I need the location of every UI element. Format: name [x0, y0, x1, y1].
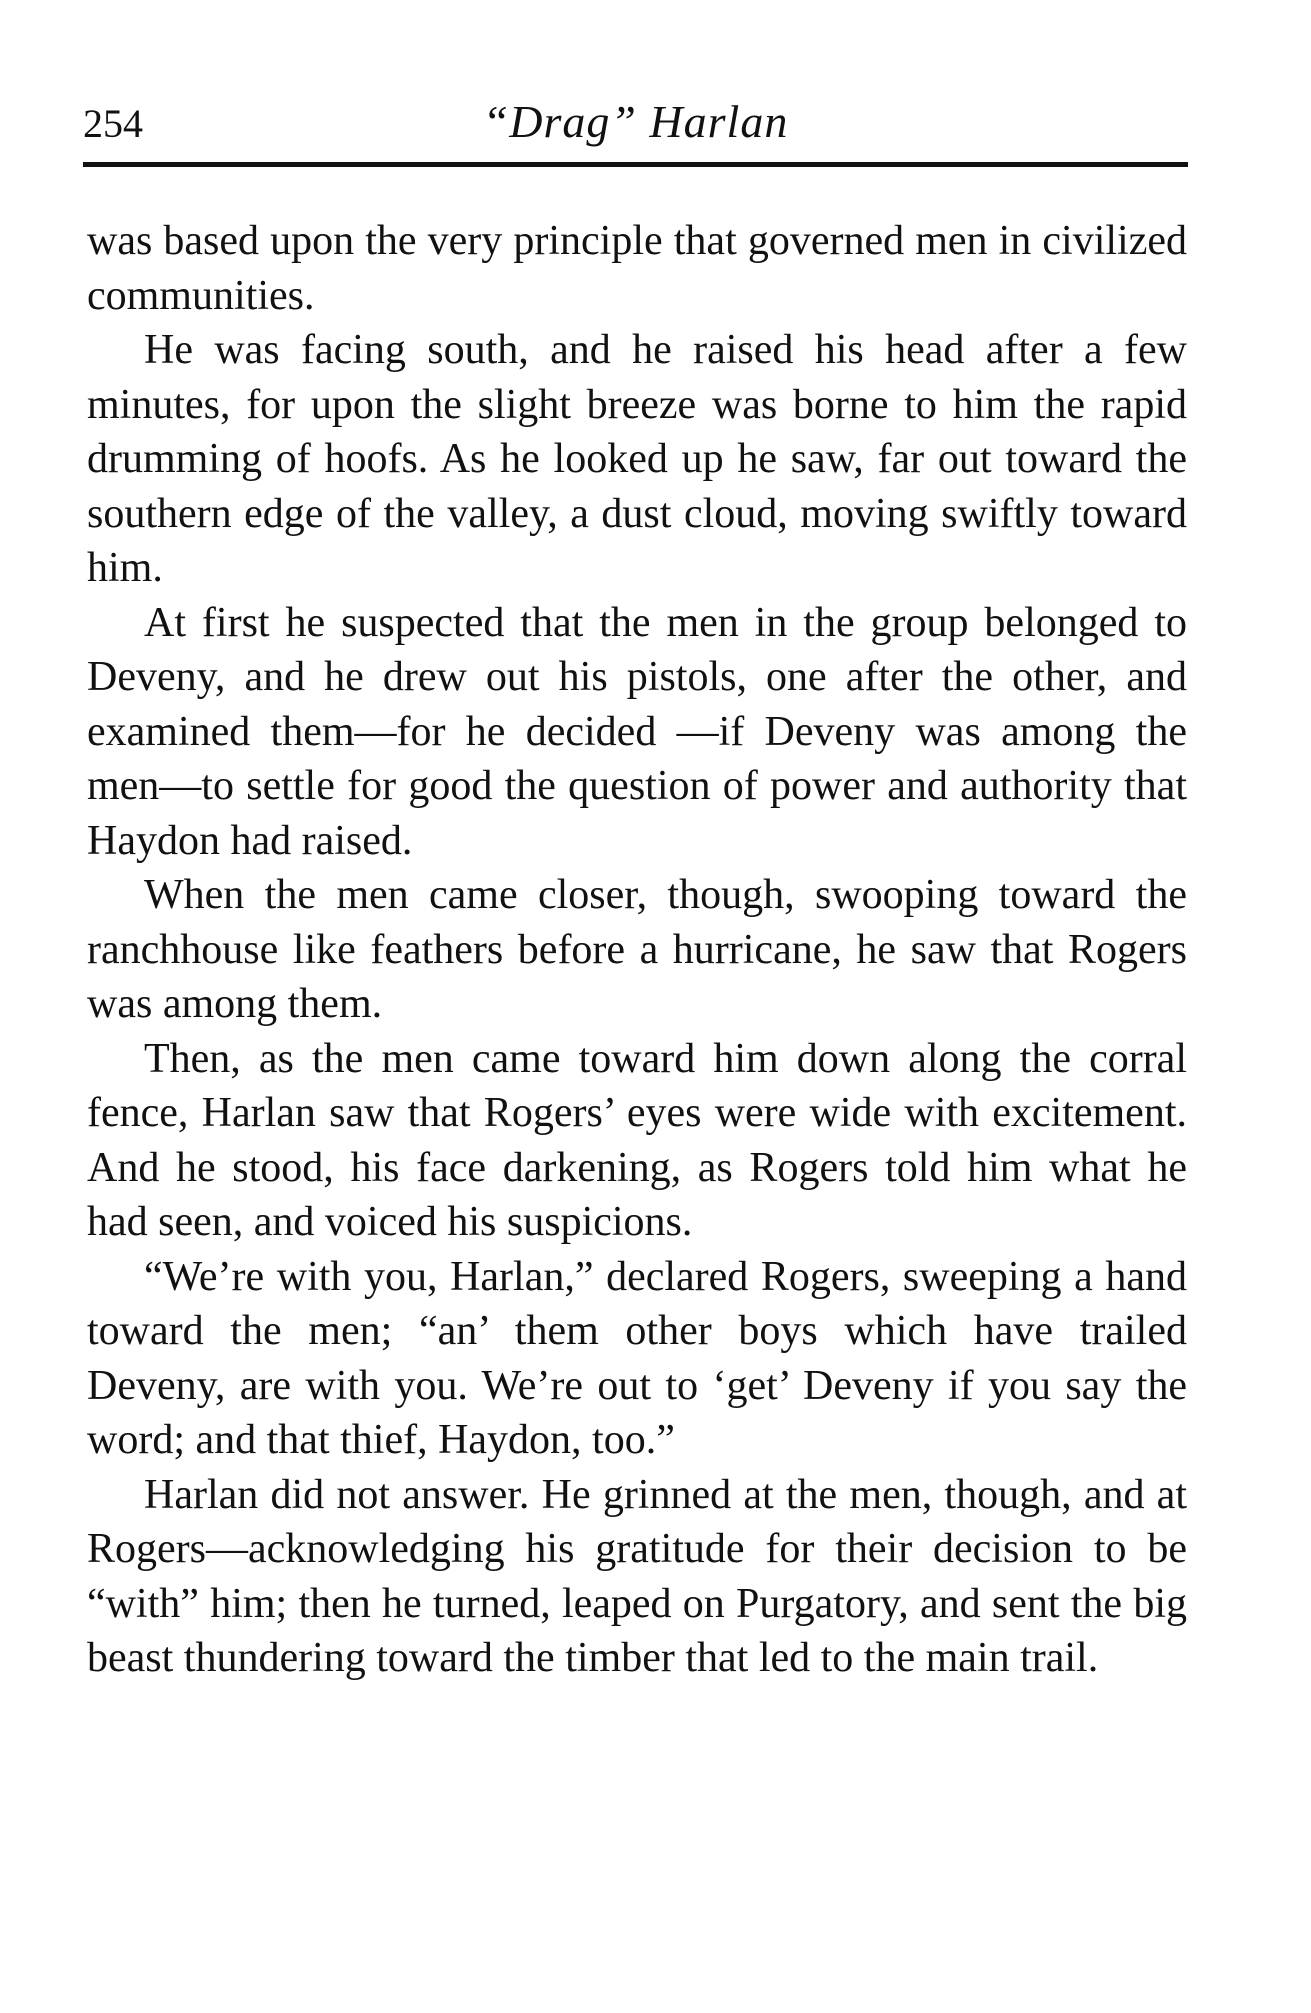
paragraph: He was facing south, and he raised his head after a few minutes, for upon the slight breeze was borne to him the rapid drumming of hoofs. As he looked up he saw, far out toward the southern edge of the valley, a dust cloud, moving swiftly toward him.: [87, 327, 1187, 591]
paragraph: When the men came closer, though, swooping toward the ranchhouse like feathers before a hurricane, he saw that Rogers was among them.: [87, 872, 1187, 1027]
page-header: [83, 92, 1188, 152]
body-text: [87, 214, 1187, 1686]
paragraph: Then, as the men came toward him down along the corral fence, Harlan saw that Rogers’ eyes were wide with excitement. And he stood, his face darkening, as Rogers told him what he had seen, and voiced his suspicions.: [87, 1035, 1187, 1245]
paragraph: “We’re with you, Harlan,” declared Rogers, sweeping a hand toward the men; “an’ them other boys which have trailed Deveny, are with you. We’re out to ‘get’ Deveny if you say the word; and that thief, Haydon, too.”: [87, 1253, 1187, 1463]
paragraph: was based upon the very principle that governed men in civilized communities.: [87, 218, 1187, 319]
paragraph: At first he suspected that the men in the group belonged to Deveny, and he drew out his pistols, one after the other, and examined them—for he decided —if Deveny was among the men—to settle for good the question of power and authority that Haydon had raised.: [87, 599, 1187, 864]
page-number: 254: [83, 101, 143, 146]
paragraph: Harlan did not answer. He grinned at the men, though, and at Rogers—acknowledging his gratitude for their decision to be “with” him; then he turned, leaped on Purgatory, and sent the big beast thundering toward the timber that led to the main trail.: [87, 1471, 1187, 1681]
running-title: “Drag” Harlan: [482, 96, 789, 147]
header-rule: [83, 162, 1188, 167]
